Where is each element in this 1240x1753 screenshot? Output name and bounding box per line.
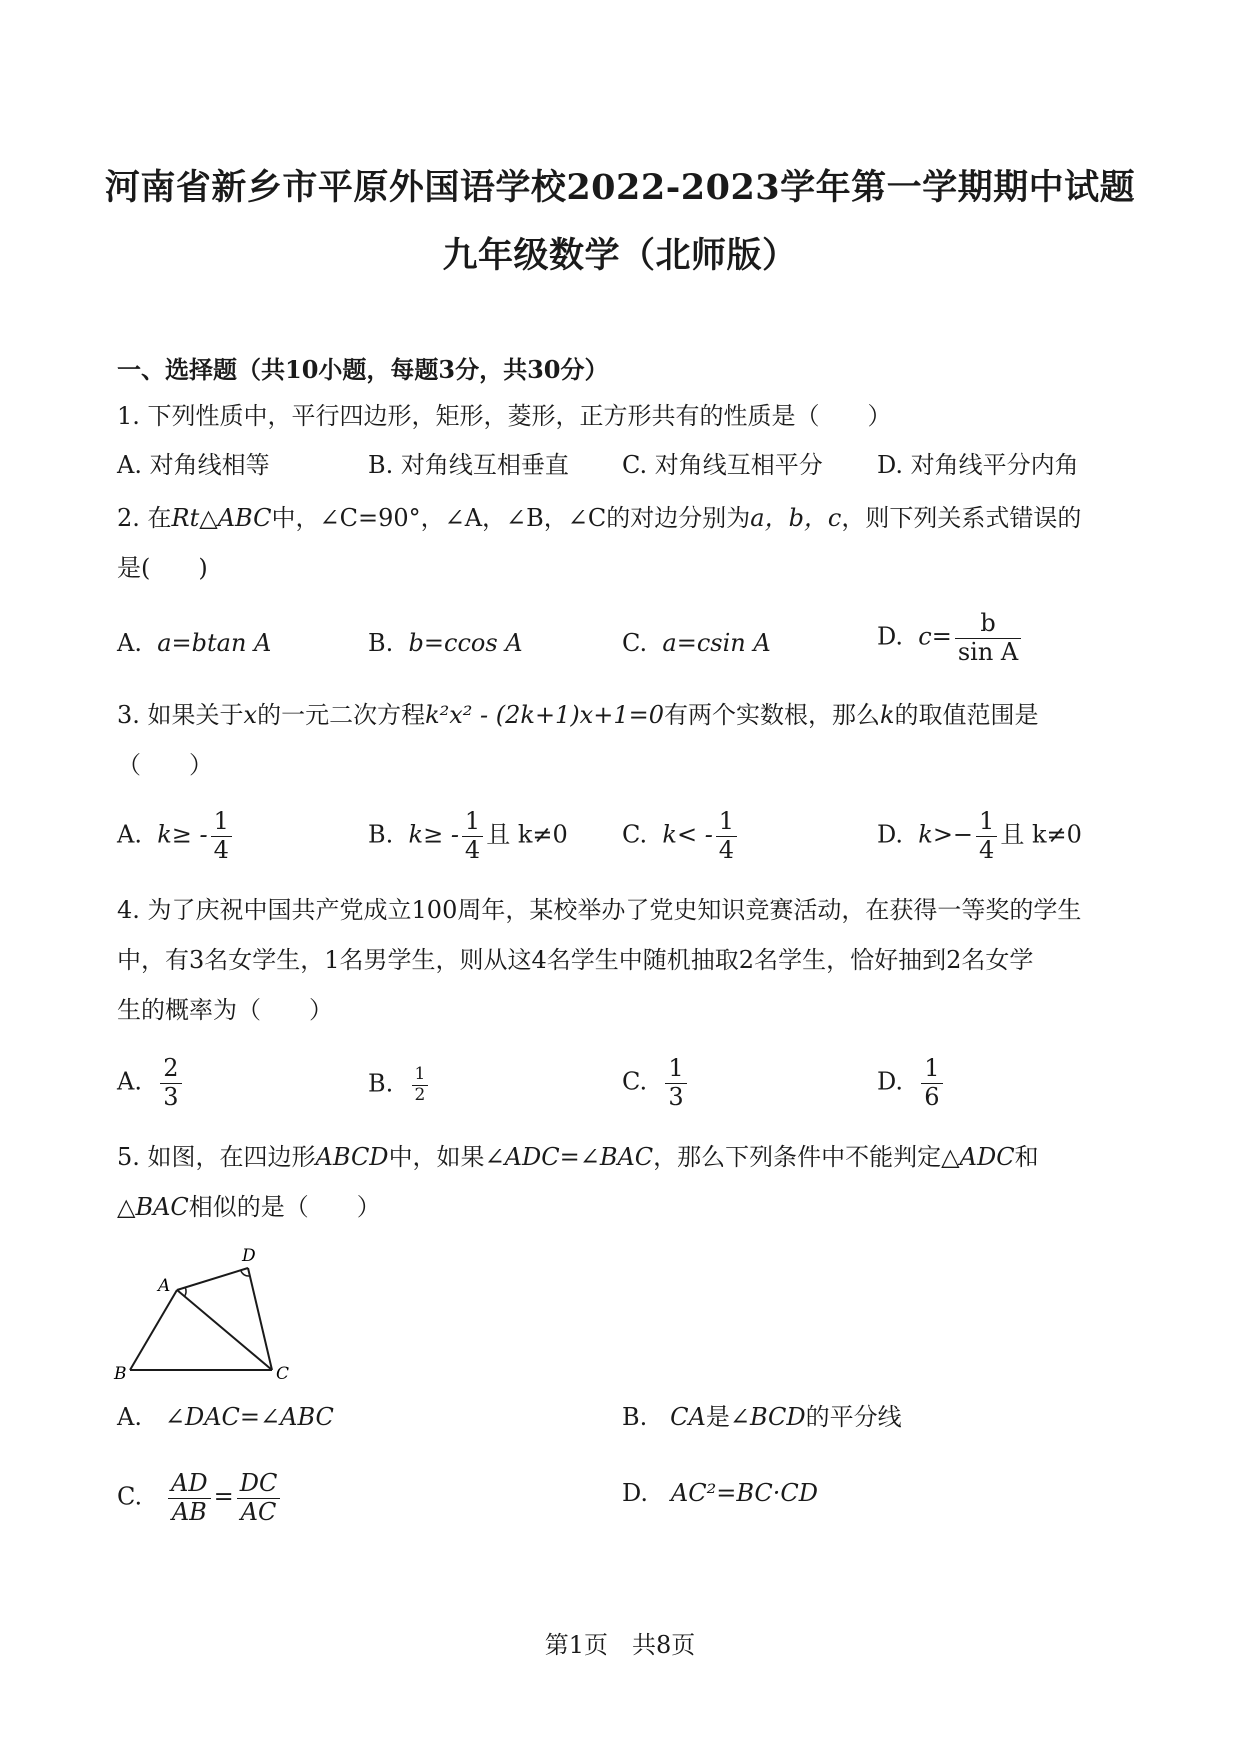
q5-b-end: 的平分线 [805, 1403, 902, 1431]
q2-option-d [877, 610, 1024, 666]
q3-c-fraction: $\frac{1}{4}$ [716, 808, 737, 864]
q3-stem-mid: 的一元二次方程 [257, 701, 426, 729]
q3-d-label: D. [877, 820, 904, 849]
q3-b-lhs: k≥ - [408, 820, 459, 849]
q3-x: x [243, 701, 258, 729]
q3-a-label: A. [117, 820, 142, 849]
q2-c-label: C. [622, 629, 648, 657]
q5-b-mid: 是 [705, 1403, 730, 1431]
q5-tri1: △ADC [941, 1143, 1015, 1171]
q3-stem-pre: 3. 如果关于 [117, 701, 244, 729]
q5-condition: ∠ADC=∠BAC [484, 1143, 654, 1171]
edge-dc [248, 1268, 272, 1370]
label-c: C [276, 1364, 290, 1384]
q3-b-fraction: $\frac{1}{4}$ [462, 808, 483, 864]
q5-b-ca: CA [670, 1403, 706, 1431]
question-4-line2: 中，有3名女学生，1名男学生，则从这4名学生中随机抽取2名学生，恰好抽到2名女学 [117, 946, 1034, 974]
q1-option-c: C. 对角线互相平分 [622, 451, 823, 479]
q4-c-label: C. [622, 1067, 648, 1096]
q3-b-label: B. [368, 820, 394, 849]
q5-a-expr: ∠DAC=∠ABC [164, 1403, 334, 1431]
q1-option-d: D. 对角线平分内角 [877, 451, 1079, 479]
label-a: A [158, 1276, 171, 1296]
q2-d-label: D. [877, 622, 904, 651]
q5-b-angle: ∠BCD [729, 1403, 806, 1431]
q2-d-lhs: c= [918, 622, 952, 651]
q3-equation: k²x² - (2k+1)x+1=0 [425, 701, 664, 729]
q5-option-b [622, 1402, 902, 1432]
question-5-line2 [117, 1192, 381, 1222]
q2-option-a [117, 628, 271, 658]
q3-d-fraction: $\frac{1}{4}$ [976, 808, 997, 864]
q5-c-frac2: $\frac{DC}{AC}$ [237, 1470, 281, 1526]
q3-c-lhs: k< - [662, 820, 713, 849]
q5-abcd: ABCD [315, 1143, 389, 1171]
q2-stem-pre: 2. 在 [117, 504, 172, 532]
question-2-stem-line2: 是( ) [117, 554, 208, 582]
q5-c-label: C. [117, 1482, 143, 1511]
q4-option-c [622, 1055, 690, 1111]
page-footer: 第1页 共8页 [544, 1631, 696, 1659]
q3-option-c [622, 808, 740, 864]
q5-d-label: D. [622, 1479, 649, 1507]
q2-b-expr: b=ccos A [408, 629, 523, 657]
q2-d-fraction: $\frac{b}{\text{sin A}}$ [955, 610, 1021, 666]
q2-stem-end: ，则下列关系式错误的 [841, 504, 1082, 532]
q2-c-expr: a=csin A [662, 629, 771, 657]
q3-a-fraction: $\frac{1}{4}$ [211, 808, 232, 864]
q4-option-d [877, 1055, 946, 1111]
q3-option-d [877, 808, 1082, 864]
exam-title: 河南省新乡市平原外国语学校2022-2023学年第一学期期中试题 [104, 167, 1136, 208]
question-2-stem [117, 503, 1081, 533]
q3-d-lhs: k>− [918, 820, 974, 849]
q5-end: ，那么下列条件中不能判定 [653, 1143, 942, 1171]
question-3-stem-line2: （ ） [117, 751, 213, 779]
q3-b-tail: 且 k≠0 [486, 820, 568, 849]
q5-d-expr: AC²=BC·CD [670, 1479, 819, 1507]
q5-and: 和 [1014, 1143, 1039, 1171]
q3-k: k [879, 701, 895, 729]
question-3-stem [117, 700, 1039, 730]
question-4-line1: 4. 为了庆祝中国共产党成立100周年，某校举办了党史知识竞赛活动，在获得一等奖的学生 [117, 896, 1082, 924]
q4-d-fraction: $\frac{1}{6}$ [921, 1055, 942, 1111]
q4-b-label: B. [368, 1069, 394, 1098]
section-heading: 一、选择题（共10小题，每题3分，共30分） [117, 355, 609, 384]
exam-subtitle: 九年级数学（北师版） [442, 235, 798, 276]
q3-option-a [117, 808, 235, 864]
q2-option-b [368, 628, 523, 658]
q4-a-label: A. [117, 1067, 142, 1096]
label-b: B [114, 1364, 127, 1384]
q4-option-a [117, 1055, 185, 1111]
q2-vars: a，b，c [750, 504, 842, 532]
q2-triangle: Rt△ABC [171, 504, 272, 532]
q5-option-d [622, 1478, 818, 1508]
question-4-line3: 生的概率为（ ） [117, 996, 333, 1024]
question-1-stem: 1. 下列性质中，平行四边形，矩形，菱形，正方形共有的性质是（ ） [117, 402, 892, 430]
q5-a-label: A. [117, 1403, 142, 1431]
q3-d-tail: 且 k≠0 [1000, 820, 1082, 849]
q5-b-label: B. [622, 1403, 648, 1431]
q3-option-b [368, 808, 568, 864]
diagonal-ac [177, 1290, 272, 1370]
q5-option-a [117, 1402, 334, 1432]
q2-a-label: A. [117, 629, 142, 657]
edge-ba [130, 1290, 177, 1370]
q4-c-fraction: $\frac{1}{3}$ [665, 1055, 686, 1111]
q5-option-c: C. $\frac{AD}{AB}$ = $\frac{DC}{AC}$ [117, 1470, 283, 1526]
q4-a-fraction: $\frac{2}{3}$ [160, 1055, 181, 1111]
quadrilateral-figure [110, 1240, 310, 1385]
q3-a-lhs: k≥ - [157, 820, 208, 849]
q4-d-label: D. [877, 1067, 904, 1096]
q5-tri2: △BAC [117, 1193, 189, 1221]
q1-option-a: A. 对角线相等 [117, 451, 270, 479]
edge-ad [177, 1268, 248, 1290]
q2-stem-mid: 中，∠C=90°，∠A，∠B，∠C的对边分别为 [271, 504, 751, 532]
q3-stem-tail: 的取值范围是 [894, 701, 1039, 729]
q4-option-b [368, 1065, 431, 1105]
question-5-line1 [117, 1142, 1039, 1172]
q5-mid: 中，如果 [388, 1143, 485, 1171]
label-d: D [242, 1246, 256, 1266]
q2-option-c [622, 628, 771, 658]
q3-c-label: C. [622, 820, 648, 849]
q5-c-frac1: $\frac{AD}{AB}$ [168, 1470, 211, 1526]
q5-line2-end: 相似的是（ ） [188, 1193, 381, 1221]
q2-b-label: B. [368, 629, 394, 657]
angle-mark-d [241, 1271, 249, 1276]
q4-b-fraction: $\frac{1}{2}$ [412, 1065, 429, 1105]
q3-stem-end: 有两个实数根，那么 [663, 701, 880, 729]
q1-option-b: B. 对角线互相垂直 [368, 451, 569, 479]
q5-pre: 5. 如图，在四边形 [117, 1143, 316, 1171]
q2-a-expr: a=btan A [157, 629, 272, 657]
